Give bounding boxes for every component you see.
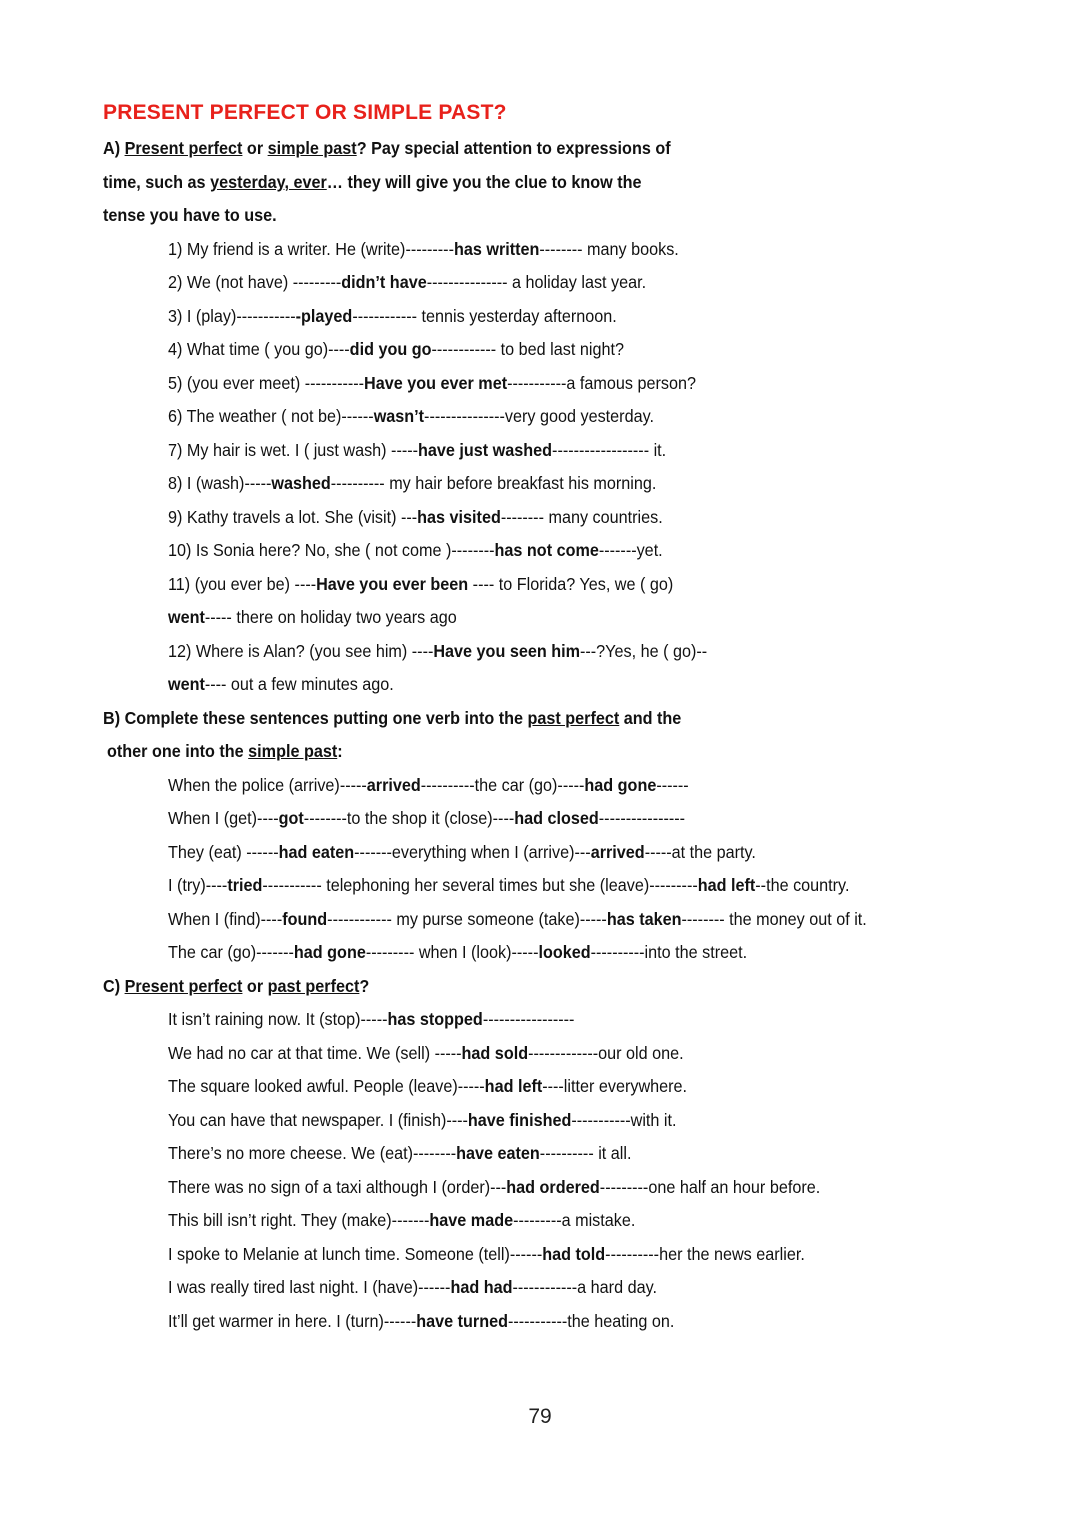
exercise-c-item: There was no sign of a taxi although I (order)---had ordered---------one half an hour before.	[168, 1177, 821, 1197]
exercise-a-item: 2) We (not have) ---------didn’t have--------------- a holiday last year.	[168, 272, 647, 292]
exercise-c-item: The square looked awful. People (leave)-----had left----litter everywhere.	[168, 1076, 688, 1096]
page-number: 79	[528, 1405, 552, 1428]
section-a-instructions-line2: time, such as yesterday, ever… they will give you the clue to know the	[103, 172, 642, 192]
exercise-c-item: You can have that newspaper. I (finish)----have finished-----------with it.	[168, 1110, 677, 1130]
exercise-b-item: When I (find)----found------------ my purse someone (take)-----has taken-------- the money out of it.	[168, 909, 867, 929]
exercise-a-item: 6) The weather ( not be)------wasn’t---------------very good yesterday.	[168, 406, 654, 426]
exercise-b-item: They (eat) ------had eaten-------everything when I (arrive)---arrived-----at the party.	[168, 842, 756, 862]
exercise-c-item: It’ll get warmer in here. I (turn)------have turned-----------the heating on.	[168, 1311, 675, 1331]
exercise-a-item: 9) Kathy travels a lot. She (visit) ---has visited-------- many countries.	[168, 507, 663, 527]
exercise-a-item: 5) (you ever meet) -----------Have you ever met-----------a famous person?	[168, 373, 696, 393]
exercise-c-item: We had no car at that time. We (sell) -----had sold-------------our old one.	[168, 1043, 684, 1063]
section-a-instructions-line3: tense you have to use.	[103, 205, 277, 225]
exercise-c-item: I was really tired last night. I (have)------had had------------a hard day.	[168, 1277, 657, 1297]
exercise-a-item-continuation: went----- there on holiday two years ago	[168, 607, 457, 627]
section-b-instructions-line2: other one into the simple past:	[107, 741, 343, 761]
exercise-c-item: I spoke to Melanie at lunch time. Someone (tell)------had told----------her the news earlier.	[168, 1244, 805, 1264]
exercise-a-item: 12) Where is Alan? (you see him) ----Have you seen him---?Yes, he ( go)--	[168, 641, 708, 661]
exercise-a-item: 8) I (wash)-----washed---------- my hair before breakfast his morning.	[168, 473, 657, 493]
exercise-a-item: 1) My friend is a writer. He (write)---------has written-------- many books.	[168, 239, 679, 259]
exercise-c-item: It isn’t raining now. It (stop)-----has stopped-----------------	[168, 1009, 575, 1029]
exercise-a-item: 4) What time ( you go)----did you go------------ to bed last night?	[168, 339, 624, 359]
exercise-b-item: The car (go)-------had gone--------- when I (look)-----looked----------into the street.	[168, 942, 748, 962]
page-title: PRESENT PERFECT OR SIMPLE PAST?	[103, 101, 507, 124]
exercise-a-item: 11) (you ever be) ----Have you ever been ---- to Florida? Yes, we ( go)	[168, 574, 674, 594]
exercise-a-item-continuation: went---- out a few minutes ago.	[168, 674, 394, 694]
section-c-heading: C) Present perfect or past perfect?	[103, 976, 370, 996]
section-a-instructions-line1: A) Present perfect or simple past? Pay special attention to expressions of	[103, 138, 671, 158]
exercise-b-item: I (try)----tried----------- telephoning her several times but she (leave)---------had left--the country.	[168, 875, 850, 895]
section-b-instructions-line1: B) Complete these sentences putting one verb into the past perfect and the	[103, 708, 682, 728]
exercise-b-item: When I (get)----got--------to the shop it (close)----had closed----------------	[168, 808, 686, 828]
exercise-a-item: 10) Is Sonia here? No, she ( not come )--------has not come-------yet.	[168, 540, 663, 560]
exercise-b-item: When the police (arrive)-----arrived----------the car (go)-----had gone------	[168, 775, 689, 795]
exercise-a-item: 3) I (play)------------played------------ tennis yesterday afternoon.	[168, 306, 617, 326]
exercise-c-item: This bill isn’t right. They (make)-------have made---------a mistake.	[168, 1210, 636, 1230]
exercise-c-item: There’s no more cheese. We (eat)--------have eaten---------- it all.	[168, 1143, 632, 1163]
exercise-a-item: 7) My hair is wet. I ( just wash) -----have just washed------------------ it.	[168, 440, 667, 460]
